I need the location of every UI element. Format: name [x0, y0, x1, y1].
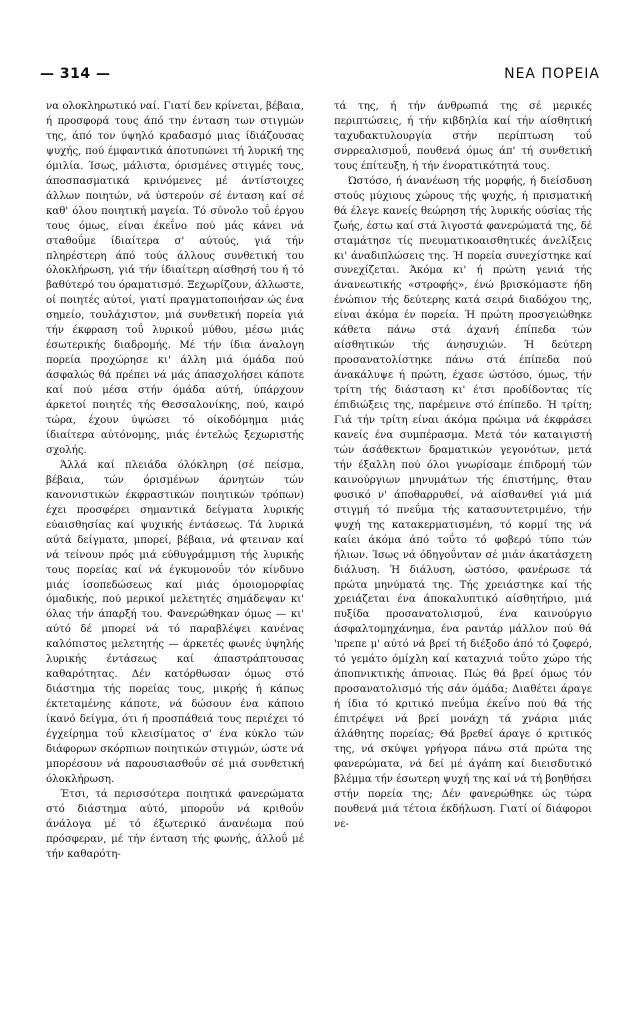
- paragraph: Έτσι, τά περισσότερα ποιητικά φανερώματα στό διάστημα αύτό, μποροΰν νά κριθοΰν άνάλογα μέ τό έξωτερικό άνανέωμα πού πρόσφεραν, μέ τήν ένταση τής φωνής, άλλοΰ μέ τήν καθαρότη-: [46, 788, 304, 860]
- running-title: ΝΕΑ ΠΟΡΕΙΑ: [504, 66, 600, 82]
- left-text-column: [46, 100, 304, 863]
- paragraph: να ολοκληρωτικό ναί. Γιατί δεν κρίνεται, βέβαια, ή προσφορά τους άπό την ένταση των στιγμών της, άπό τον ύψηλό κραδασμό μιας ίδιάζουσας ψυχής, πού έμφαντικά άποτυπώνει τή λυρική της όμιλία. Ίσως, μάλιστα, όρισμένες στιγμές τους, άποσπασματικά κρινόμενες μέ άντίστοιχες άλλων ποιητών, νά ύστερούν σέ ένταση καί σέ καθ' όλου ποιητική μαγεία. Τό σύνολο τοΰ έργου τους όμως, είναι έκεΐνο πού μάς κάνει νά σταθοΰμε ίδιαίτερα σ' αύτούς, γιά τήν πληρέστερη άπό τούς άλλους συνθετική του όλοκλήρωση, γιά τήν ίδιαίτερη αίσθησή του ή τό βαθύτερό του όραματισμό. Ξεχωρίζουν, άλλωστε, οί ποιητές αύτοί, γιατί πραγματοποιήσαν ώς ένα σημείο, τουλάχιστον, μιά συνθετική πορεία γιά τήν έκφραση τοΰ λυρικοΰ μύθου, μέσω μιάς έσωτερικής διαδρομής. Μέ τήν ίδια άναλογη πορεία προχώρησε κι' άλλη μιά όμάδα πού άσφαλώς θά πρέπει νά μάς άπασχολήσει κάποτε καί πού μέσα στήν όμάδα αύτή, ύπάρχουν άρκετοί ποιητές τής Θεσσαλονίκης, πού, καιρό τώρα, έχουν ύψώσει τό οίκοδόμημα μιάς ίδιαίτερα αύτόνομης, μιάς έντελώς ξεχωριστής σχολής.: [46, 101, 304, 456]
- paragraph: Άλλά καί πλειάδα όλόκληρη (σέ πείσμα, βέβαια, τών όρισμένων άρνητών τών κανονιστικών έκφραστικών ποιητικών τρόπων) έχει προσφέρει σημαντικά δείγματα λυρικής εύαισθησίας καί ψυχικής έντάσεως. Τά λυρικά αύτά δείγματα, μπορεί, βέβαια, νά φτειναν καί νά τείνουν πρός μιά εύθυγράμμιση τής λυρικής τους πορείας καί νά έγκυμονοΰν τόν κίνδυνο μιάς ίσοπεδώσεως καί μιάς όμοιομορφίας όμαδικής, πού μερικοί μελετητές σημάδεψαν κι' όλας τήν άπαρξή του. Φανερώθηκαν όμως — κι' αύτό δέ μπορεί νά τό παραβλέψει κανένας καλόπιστος μελετητής — άρκετές φωνές ύψηλής λυρικής έντάσεως καί άπαστράπτουσας καθαρότητας. Δέν κατόρθωσαν όμως στό διάστημα τής πορείας τους, μικρής ή κάπως έκτεταμένης κάποτε, νά δώσουν ένα κάποιο ίκανό δείγμα, ότι ή προσπάθειά τους περιέχει τό έγχείρημα τοΰ κλεισίματος σ' ένα κύκλο τών διάφορων σκόρπιων ποιητικών στιγμών, ώστε νά μπορέσουν νά παρουσιασθοΰν σέ μιά συνθετική όλοκλήρωση.: [46, 459, 304, 785]
- paragraph: Ώστόσο, ή άνανέωση τής μορφής, ή διείσδυση στούς μύχιους χώρους τής ψυχής, ή πρισματική θά έλεγε κανείς θεώρηση τής λυρικής ούσίας τής ζωής, έστω καί στά λιγοστά φανερώματά της, δέ σταμάτησε τίς πνευματικοαισθητικές άνελίξεις κι' άναδιπλώσεις της. Ή πορεία συνεχίστηκε καί συνεχίζεται. Άκόμα κι' ή πρώτη γενιά τής άνανεωτικής «στροφής», ένώ βρισκόμαστε ήδη ένώπιον τής δεύτερης κατά σειρά διαδόχου της, είναι άκόμα έν πορεία. Ή πρώτη προσγειώθηκε κάθετα πάνω στά άχανή έπίπεδα τών αίσθητικών τής άνησυχιών. Ή δεύτερη προσανατολίστηκε πάνω στά έπίπεδα πού άνακάλυψε ή πρώτη, έχασε ώστόσο, όμως, τήν τρίτη τής διάσταση κι' έτσι προδίδοντας τίς έπιδιώξεις της, παρέμεινε στό έπίπεδο. Ή τρίτη; Γιά τήν τρίτη είναι άκόμα πρώιμα νά έκφράσει κανείς ένα συμπέρασμα. Μετά τόν καταιγιστή τών άσάθεκτων δραματικών γεγονότων, μετά τήν έξαλλη πού όλοι γνωρίσαμε έπιδρομή τών καινούργιων μηνυμάτων τής έπιστήμης, θταν φυσικό ν' άποθαρρυθεί, νά αίσθανθεί γιά μιά στιγμή τό πνεΰμα τής κατασυντετριμένο, τήν ψυχή της κατακερματισμένη, τό κορμί της νά καίει άκόμα άπό τοΰτο τό φοβερό τύπο τών ήλιων. Ίσως νά όδηγοΰνταν σέ μιάν άκατάσχετη διάλυση. Ή διάλυση, ώστόσο, φανέρωσε τά πρώτα μηνύματά της. Τής χρειάστηκε καί τής χρειάζεται ένα άποκαλυπτικό αίσθητήριο, μιά πυξίδα προσανατολισμοΰ, ένα καινούργιο άσφαλτομηχάνημα, ένα ραντάρ μάλλον πού θά 'πρεπε μ' αύτό νά βρεί τή διέξοδο άπό τό ζοφερό, τό γεμάτο όμίχλη καί καταχνιά τοΰτο χώρο τής άποπνικτικής άπνοιας. Πώς θά βρεί όμως τόν προσανατολισμό τής σάν όμάδα; Διαθέτει άραγε ή ίδια τό κριτικό πνεΰμα έκεΐνο πού θά τής έπιτρέψει νά βρεί μονάχη τά χνάρια μιάς άλάθητης πορείας; Θά βρεθεί άραγε ό κριτικός της, νά σκύψει γρήγορα πάνω στά πρώτα της φανερώματα, νά δεί μέ άγάπη καί διεισδυτικό βλέμμα τήν έσωτερη ψυχή της καί νά τή βοηθήσει στήν πορεία της; Δέν φανερώθηκε ώς τώρα πουθενά μιά τέτοια έκδήλωση. Γιατί οί διάφοροι νε-: [334, 175, 592, 830]
- paragraph: τά της, ή τήν άνθρωπιά της σέ μερικές περιπτώσεις, ή τήν κιβδηλία καί τήν αίσθητική ταχυδακτυλουργία στήν περίπτωση τοΰ σνρρεαλισμοΰ, πουθενά όμως άπ' τή συνθετική τους έπίτευξη, ή τήν ένορατικότητά τους.: [334, 101, 592, 172]
- page-number: — 314 —: [40, 66, 111, 82]
- page-header: [40, 66, 600, 88]
- right-text-column: [334, 100, 592, 833]
